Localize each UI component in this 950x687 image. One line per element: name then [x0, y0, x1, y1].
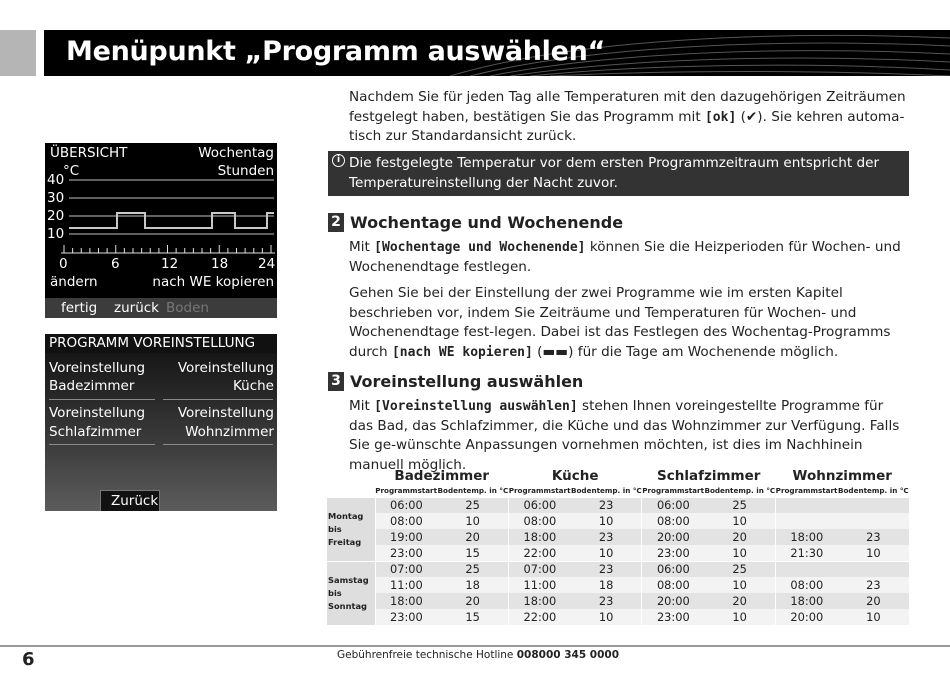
temperature-graph [45, 143, 277, 273]
table-cell [838, 497, 909, 513]
hotline-label: Gebührenfreie technische Hotline [337, 649, 517, 661]
table-cell: 10 [571, 513, 642, 529]
preset-header [45, 334, 277, 353]
divider [49, 399, 155, 400]
section-2-title: Wochentage und Wochenende [350, 212, 624, 232]
preset-kitchen-name[interactable]: Küche [232, 378, 274, 394]
info-text: Die festgelegte Temperatur vor dem ersten Programmzeitraum entspricht der Temperatureinstellung der Nacht zuvor. [349, 155, 880, 191]
preset-bedroom-name[interactable]: Schlafzimmer [49, 424, 142, 440]
table-row [327, 497, 909, 513]
table-cell: 23:00 [642, 545, 704, 561]
floor-softkey: Boden [166, 300, 209, 316]
info-box [328, 151, 909, 196]
table-row [327, 609, 909, 625]
table-cell: 06:00 [642, 561, 704, 577]
table-cell: 20:00 [642, 529, 704, 545]
info-icon: i [332, 154, 345, 167]
overview-screen [45, 143, 277, 318]
table-cell: 10 [704, 545, 775, 561]
table-cell: 25 [437, 561, 508, 577]
back-button-label: Zurück [111, 493, 159, 509]
table-cell: 18:00 [775, 529, 837, 545]
table-cell: 10 [704, 609, 775, 625]
table-cell: 08:00 [642, 513, 704, 529]
softkey-bar [45, 298, 277, 318]
table-cell: 20 [437, 529, 508, 545]
s2-p2-a: Gehen Sie bei der Einstellung der zwei Programme wie im ersten Kapitel beschrieben vor, indem Sie Zeiträume und Temperaturen für Wochen- und Wochenendtage fest-legen. Dabei ist das Festlegen des Wochentag-Programms durch [349, 285, 891, 360]
ok-key: [ok] [704, 109, 737, 125]
table-cell [775, 497, 837, 513]
table-header-sub [327, 485, 909, 497]
x-tick-label: 6 [111, 256, 120, 272]
footer-line [0, 645, 950, 647]
intro-text-b: (✔). Sie kehren automa-tisch zur Standardansicht zurück. [349, 108, 905, 144]
page-title: Menüpunkt „Programm auswählen“ [66, 36, 606, 67]
table-cell: 18 [437, 577, 508, 593]
preset-title: PROGRAMM VOREINSTELLUNG [49, 335, 256, 351]
preset-livingroom-label[interactable]: Voreinstellung [177, 405, 274, 421]
sub-header: Programmstart [642, 486, 705, 496]
y-tick-label: 30 [47, 190, 65, 206]
preset-livingroom-name[interactable]: Wohnzimmer [185, 424, 274, 440]
room-header: Wohnzimmer [792, 467, 892, 484]
divider [163, 399, 273, 400]
sub-header: Bodentemp. in °C [838, 486, 909, 496]
section-2-paragraph-2 [349, 284, 911, 362]
overview-title: ÜBERSICHT [50, 145, 128, 161]
divider [49, 444, 155, 445]
copy-to-weekend-action[interactable]: nach WE kopieren [152, 274, 274, 290]
weekday-label: Wochentag [198, 145, 274, 161]
back-button[interactable] [100, 490, 160, 511]
table-cell [838, 561, 909, 577]
section-3-heading [328, 370, 583, 392]
s2-p1-a: Mit [349, 239, 375, 255]
table-cell: 22:00 [508, 609, 570, 625]
row-group-label: Samstag bis Sonntag [327, 561, 375, 625]
table-cell: 23:00 [375, 545, 437, 561]
table-cell: 10 [704, 513, 775, 529]
room-header: Badezimmer [394, 467, 490, 484]
section-3-number: 3 [328, 372, 344, 391]
s2-p2-key: [nach WE kopieren] [391, 344, 533, 360]
table-row [327, 529, 909, 545]
unit-label: °C [63, 163, 80, 179]
table-row [327, 545, 909, 561]
table-cell: 25 [437, 497, 508, 513]
y-tick-label: 40 [47, 172, 65, 188]
row-group-label: Montag bis Freitag [327, 497, 375, 561]
page-number: 6 [22, 649, 35, 670]
table-row [327, 593, 909, 609]
intro-text-a: Nachdem Sie für jeden Tag alle Temperaturen mit den dazugehörigen Zeiträumen festgelegt haben, bestätigen Sie das Programm mit [349, 89, 906, 125]
table-cell: 20 [437, 593, 508, 609]
table-cell: 23 [571, 497, 642, 513]
table-cell: 20:00 [642, 593, 704, 609]
section-2-heading [328, 211, 623, 233]
table-cell [775, 513, 837, 529]
table-cell: 10 [571, 609, 642, 625]
table-cell: 08:00 [375, 513, 437, 529]
preset-bedroom-label[interactable]: Voreinstellung [49, 405, 146, 421]
hotline-number: 008000 345 0000 [516, 649, 620, 661]
table-cell: 19:00 [375, 529, 437, 545]
table-cell: 25 [704, 497, 775, 513]
table-cell: 20 [838, 593, 909, 609]
sub-header: Programmstart [508, 486, 571, 496]
table-cell: 20 [704, 529, 775, 545]
table-cell: 18:00 [508, 593, 570, 609]
table-cell: 23:00 [642, 609, 704, 625]
room-header: Küche [551, 467, 599, 484]
table-cell: 10 [704, 577, 775, 593]
room-header: Schlafzimmer [657, 467, 761, 484]
table-row [327, 561, 909, 577]
table-cell: 10 [838, 545, 909, 561]
table-cell [838, 513, 909, 529]
table-cell: 15 [437, 609, 508, 625]
x-tick-label: 24 [258, 256, 276, 272]
table-cell: 23:00 [375, 609, 437, 625]
divider [163, 444, 273, 445]
table-cell: 18:00 [508, 529, 570, 545]
table-cell: 23 [838, 529, 909, 545]
table-cell: 23 [571, 529, 642, 545]
table-cell: 23 [838, 577, 909, 593]
table-row [327, 513, 909, 529]
footer-hotline [337, 649, 619, 661]
corner-block [0, 30, 36, 76]
table-cell: 08:00 [642, 577, 704, 593]
section-3-title: Voreinstellung auswählen [350, 371, 584, 391]
section-2-number: 2 [328, 213, 344, 232]
done-softkey[interactable]: fertig [61, 300, 98, 316]
sub-header: Programmstart [775, 486, 838, 496]
s3-p1-key: [Voreinstellung auswählen] [374, 399, 578, 414]
preset-screen [45, 334, 277, 511]
hours-label: Stunden [217, 163, 274, 179]
table-cell: 20:00 [775, 609, 837, 625]
table-cell: 18 [571, 577, 642, 593]
x-tick-label: 0 [59, 256, 68, 272]
s3-p1-a: Mit [349, 398, 375, 414]
table-cell: 18:00 [775, 593, 837, 609]
table-cell: 25 [704, 561, 775, 577]
table-cell: 22:00 [508, 545, 570, 561]
s2-p2-b: (▬▬) für die Tage am Wochenende möglich. [532, 343, 839, 360]
title-bar [44, 30, 950, 76]
s2-p1-b: können Sie die Heizperioden für Wochen- und Wochenendtage festlegen. [349, 239, 901, 275]
table-cell: 10 [571, 545, 642, 561]
table-cell: 06:00 [375, 497, 437, 513]
preset-bathroom-name[interactable]: Badezimmer [49, 378, 135, 394]
table-cell: 11:00 [375, 577, 437, 593]
table-cell: 08:00 [775, 577, 837, 593]
table-row [327, 577, 909, 593]
section-2-paragraph-1 [349, 238, 909, 277]
table-cell: 23 [571, 593, 642, 609]
preset-kitchen-label[interactable]: Voreinstellung [177, 360, 274, 376]
s3-p1-b: stehen Ihnen voreingestellte Programme für das Bad, das Schlafzimmer, die Küche und das Wohnzimmer zur Verfügung. Falls Sie ge-wünschte Anpassungen vornehmen möchten, ist dies im Nachhinein manuell möglich. [349, 398, 900, 473]
back-softkey[interactable]: zurück [114, 300, 159, 316]
preset-bathroom-label[interactable]: Voreinstellung [49, 360, 146, 376]
table-cell: 11:00 [508, 577, 570, 593]
table-cell: 21:30 [775, 545, 837, 561]
table-cell: 06:00 [642, 497, 704, 513]
preset-table [327, 466, 909, 625]
y-tick-label: 20 [47, 208, 65, 224]
table-cell: 07:00 [508, 561, 570, 577]
sub-header: Bodentemp. in °C [437, 486, 509, 496]
section-3-paragraph [349, 397, 911, 475]
y-tick-label: 10 [47, 226, 65, 242]
x-tick-label: 12 [161, 256, 179, 272]
table-cell: 10 [838, 609, 909, 625]
table-cell: 07:00 [375, 561, 437, 577]
table-cell: 10 [437, 513, 508, 529]
table-cell: 23 [571, 561, 642, 577]
s2-p1-key: [Wochentage und Wochenende] [374, 240, 586, 255]
table-cell [775, 561, 837, 577]
table-cell: 06:00 [508, 497, 570, 513]
table-cell: 08:00 [508, 513, 570, 529]
table-cell: 20 [704, 593, 775, 609]
table-cell: 15 [437, 545, 508, 561]
change-action[interactable]: ändern [50, 274, 98, 290]
table-cell: 18:00 [375, 593, 437, 609]
x-tick-label: 18 [211, 256, 229, 272]
sub-header: Bodentemp. in °C [704, 486, 776, 496]
intro-paragraph [349, 88, 909, 147]
sub-header: Programmstart [375, 486, 438, 496]
sub-header: Bodentemp. in °C [571, 486, 642, 496]
table-header-rooms [327, 466, 909, 485]
